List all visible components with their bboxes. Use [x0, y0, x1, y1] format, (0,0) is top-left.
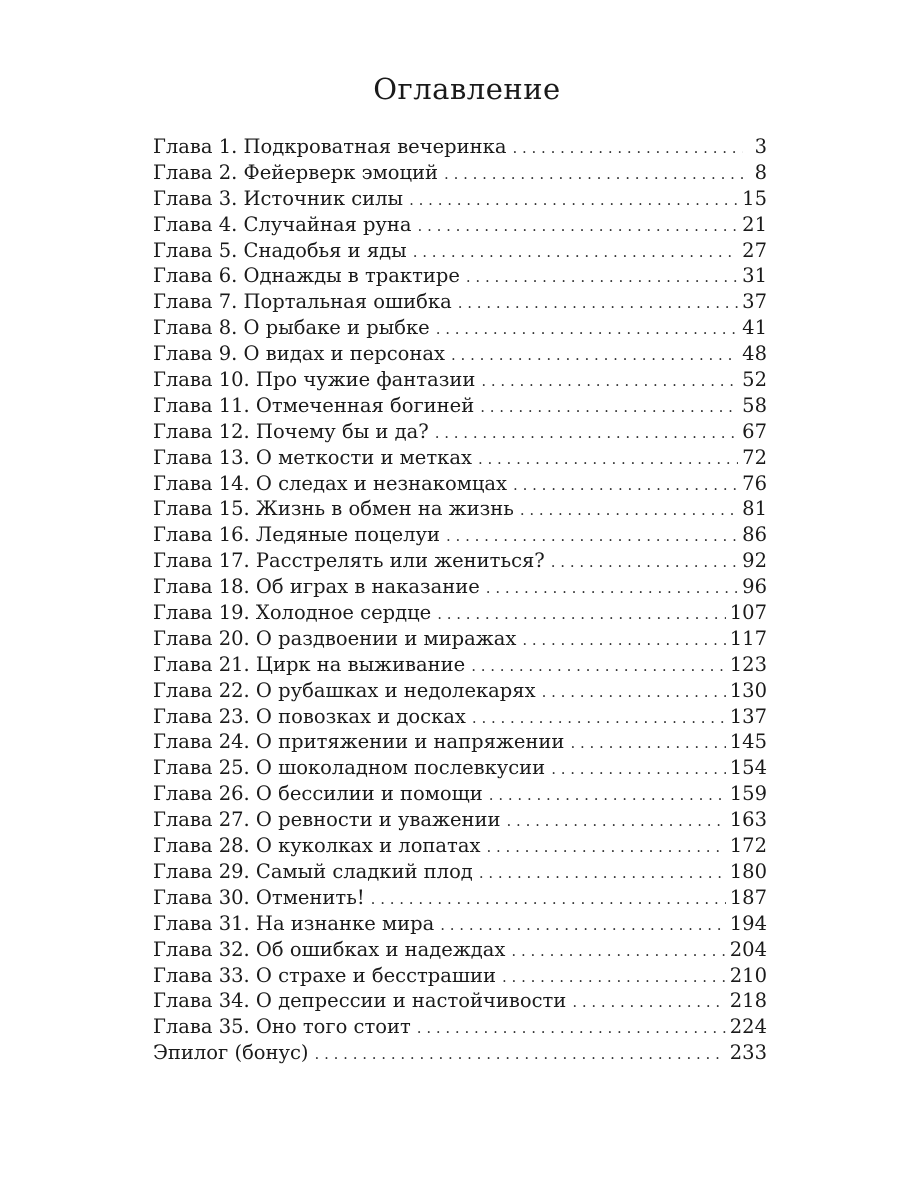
dot-leader	[451, 343, 738, 369]
toc-entry-page-number: 96	[742, 575, 767, 599]
dot-leader	[511, 939, 725, 965]
dot-leader	[409, 188, 738, 214]
dot-leader	[440, 913, 726, 939]
toc-entry-title: Глава 5. Снадобья и яды	[153, 238, 407, 262]
toc-entry-page-number: 3	[754, 135, 767, 158]
toc-entry-title: Глава 18. Об играх в наказание	[153, 575, 480, 599]
toc-entry-page-number: 92	[742, 549, 767, 573]
toc-entry	[153, 833, 767, 859]
toc-entry-page-number: 76	[742, 471, 767, 495]
toc-entry	[153, 419, 767, 445]
dot-leader	[418, 214, 739, 240]
dot-leader	[551, 757, 726, 783]
dot-leader	[542, 680, 726, 706]
toc-entry-page-number: 72	[742, 445, 767, 469]
dot-leader	[570, 731, 725, 757]
dot-leader	[507, 809, 726, 835]
toc-entry-title: Глава 24. О притяжении и напряжении	[153, 730, 565, 754]
dot-leader	[444, 162, 743, 188]
toc-entry-page-number: 154	[729, 756, 767, 780]
toc-entry-title: Глава 32. Об ошибках и надеждах	[153, 937, 506, 961]
toc-entry-title: Глава 6. Однажды в трактире	[153, 264, 460, 288]
toc-entry-page-number: 224	[729, 1015, 767, 1039]
toc-entry-page-number: 86	[742, 523, 767, 547]
toc-entry-title: Глава 3. Источник силы	[153, 186, 404, 210]
toc-entry-title: Глава 22. О рубашках и недолекарях	[153, 678, 536, 702]
toc-entry-title: Глава 13. О меткости и метках	[153, 445, 472, 469]
toc-entry-page-number: 163	[729, 808, 767, 832]
toc-entry	[153, 988, 767, 1014]
dot-leader	[520, 498, 738, 524]
toc-entry	[153, 315, 767, 341]
toc-entry-title: Глава 7. Портальная ошибка	[153, 290, 452, 314]
toc-entry-title: Глава 14. О следах и незнакомцах	[153, 471, 508, 495]
dot-leader	[486, 835, 725, 861]
toc-entry-page-number: 172	[729, 834, 767, 858]
toc-entry-page-number: 37	[742, 290, 767, 314]
toc-entry-page-number: 123	[729, 652, 767, 676]
toc-entry	[153, 781, 767, 807]
dot-leader	[446, 524, 738, 550]
toc-entry-page-number: 31	[742, 264, 767, 288]
dot-leader	[458, 291, 738, 317]
dot-leader	[551, 550, 738, 576]
dot-leader	[512, 136, 743, 162]
toc-entry	[153, 186, 767, 212]
toc-entry-title: Эпилог (бонус)	[153, 1041, 309, 1065]
toc-entry-page-number: 27	[742, 238, 767, 262]
toc-entry	[153, 134, 767, 160]
toc-entry	[153, 600, 767, 626]
toc-entry-title: Глава 2. Фейерверк эмоций	[153, 160, 439, 184]
toc-entry-title: Глава 28. О куколках и лопатах	[153, 834, 481, 858]
toc-entry-title: Глава 21. Цирк на выживание	[153, 652, 466, 676]
toc-entry	[153, 212, 767, 238]
toc-entry	[153, 1040, 767, 1066]
toc-entry	[153, 652, 767, 678]
table-of-contents	[153, 134, 767, 1066]
toc-entry-title: Глава 16. Ледяные поцелуи	[153, 523, 440, 547]
toc-entry-page-number: 187	[729, 885, 767, 909]
dot-leader	[315, 1042, 726, 1068]
toc-entry	[153, 859, 767, 885]
toc-entry	[153, 807, 767, 833]
toc-entry-title: Глава 9. О видах и персонах	[153, 342, 446, 366]
toc-entry-title: Глава 30. Отменить!	[153, 885, 365, 909]
toc-entry	[153, 911, 767, 937]
dot-leader	[478, 447, 738, 473]
dot-leader	[435, 421, 738, 447]
toc-entry-page-number: 58	[742, 393, 767, 417]
toc-entry	[153, 289, 767, 315]
toc-entry-title: Глава 33. О страхе и бесстрашии	[153, 963, 497, 987]
toc-entry	[153, 704, 767, 730]
toc-entry-title: Глава 11. Отмеченная богиней	[153, 393, 475, 417]
toc-entry-page-number: 21	[742, 212, 767, 236]
toc-entry-page-number: 107	[729, 601, 767, 625]
toc-entry	[153, 445, 767, 471]
dot-leader	[481, 369, 738, 395]
toc-entry-title: Глава 35. Оно того стоит	[153, 1015, 411, 1039]
toc-entry-page-number: 8	[754, 160, 767, 184]
dot-leader	[466, 265, 738, 291]
toc-entry-page-number: 180	[729, 859, 767, 883]
dot-leader	[437, 602, 726, 628]
toc-entry	[153, 496, 767, 522]
toc-entry-page-number: 218	[729, 989, 767, 1013]
toc-entry-title: Глава 31. На изнанке мира	[153, 911, 435, 935]
toc-entry	[153, 160, 767, 186]
toc-entry-page-number: 52	[742, 368, 767, 392]
toc-entry	[153, 1014, 767, 1040]
toc-entry	[153, 755, 767, 781]
toc-entry-title: Глава 4. Случайная руна	[153, 212, 412, 236]
toc-entry-title: Глава 26. О бессилии и помощи	[153, 782, 483, 806]
toc-entry	[153, 626, 767, 652]
dot-leader	[489, 783, 726, 809]
toc-entry-title: Глава 17. Расстрелять или жениться?	[153, 549, 545, 573]
toc-entry-page-number: 159	[729, 782, 767, 806]
toc-entry-title: Глава 25. О шоколадном послевкусии	[153, 756, 546, 780]
toc-entry-title: Глава 27. О ревности и уважении	[153, 808, 501, 832]
toc-entry	[153, 937, 767, 963]
toc-entry-page-number: 137	[729, 704, 767, 728]
toc-entry-title: Глава 1. Подкроватная вечеринка	[153, 135, 507, 158]
toc-entry	[153, 574, 767, 600]
toc-entry-page-number: 67	[742, 419, 767, 443]
toc-entry	[153, 367, 767, 393]
dot-leader	[522, 628, 725, 654]
toc-entry-title: Глава 34. О депрессии и настойчивости	[153, 989, 567, 1013]
toc-entry-title: Глава 23. О повозках и досках	[153, 704, 466, 728]
dot-leader	[371, 887, 726, 913]
dot-leader	[413, 240, 738, 266]
dot-leader	[572, 990, 725, 1016]
toc-entry-title: Глава 19. Холодное сердце	[153, 601, 432, 625]
toc-entry-title: Глава 29. Самый сладкий плод	[153, 859, 473, 883]
dot-leader	[486, 576, 738, 602]
dot-leader	[502, 965, 726, 991]
toc-entry-page-number: 130	[729, 678, 767, 702]
toc-entry-page-number: 204	[729, 937, 767, 961]
toc-entry	[153, 522, 767, 548]
toc-entry-page-number: 81	[742, 497, 767, 521]
toc-entry-title: Глава 10. Про чужие фантазии	[153, 368, 476, 392]
toc-entry	[153, 729, 767, 755]
toc-entry-page-number: 41	[742, 316, 767, 340]
toc-entry	[153, 238, 767, 264]
toc-entry-page-number: 210	[729, 963, 767, 987]
dot-leader	[513, 473, 738, 499]
toc-entry-title: Глава 12. Почему бы и да?	[153, 419, 429, 443]
toc-entry-title: Глава 8. О рыбаке и рыбке	[153, 316, 430, 340]
toc-entry-title: Глава 20. О раздвоении и миражах	[153, 626, 517, 650]
toc-entry	[153, 885, 767, 911]
toc-entry-page-number: 15	[742, 186, 767, 210]
dot-leader	[436, 317, 738, 343]
page-title: Оглавление	[373, 72, 561, 106]
dot-leader	[417, 1016, 726, 1042]
toc-entry	[153, 963, 767, 989]
dot-leader	[479, 861, 726, 887]
toc-entry	[153, 393, 767, 419]
toc-entry-page-number: 194	[729, 911, 767, 935]
toc-entry-page-number: 48	[742, 342, 767, 366]
toc-entry	[153, 341, 767, 367]
toc-entry	[153, 678, 767, 704]
toc-entry	[153, 471, 767, 497]
dot-leader	[480, 395, 738, 421]
toc-entry	[153, 263, 767, 289]
dot-leader	[471, 654, 726, 680]
toc-entry-page-number: 145	[729, 730, 767, 754]
dot-leader	[472, 706, 726, 732]
toc-entry	[153, 548, 767, 574]
toc-entry-page-number: 117	[729, 626, 767, 650]
toc-entry-page-number: 233	[729, 1041, 767, 1065]
toc-entry-title: Глава 15. Жизнь в обмен на жизнь	[153, 497, 514, 521]
